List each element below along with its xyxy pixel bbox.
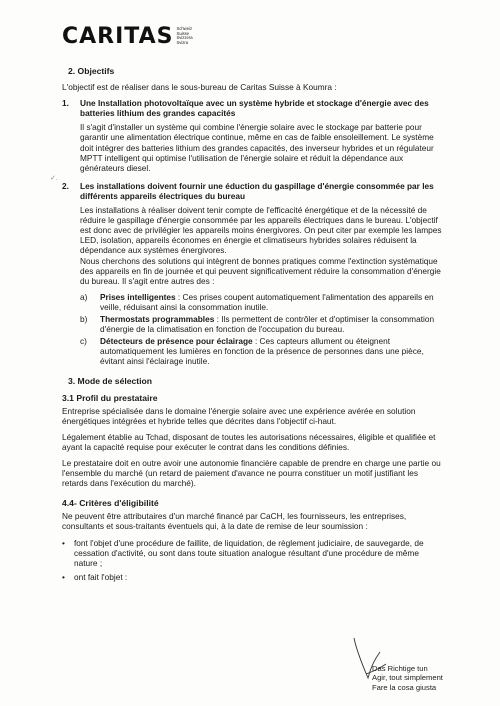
sub-item-desc: : Ces prises coupent automatiquement l'alimentation des appareils en veille, réduisant ainsi la consommation inutile. xyxy=(100,291,434,312)
list-item xyxy=(62,538,444,568)
sub-item-presence-detectors xyxy=(80,336,444,366)
logo-languages xyxy=(176,27,192,45)
objective-number: 1. xyxy=(62,98,69,109)
objective-2-body-2: Nous cherchons des solutions qui intègrent de bonnes pratiques comme l'extinction systématique des appareils en fin de journée et qui peuvent significativement réduire la consommation d'énergie du bureau. Il s'agit entre autres des : xyxy=(80,255,441,286)
slogan-line: Agir, tout simplement xyxy=(372,673,443,683)
subsection-heading-profil: 3.1 Profil du prestataire xyxy=(62,392,158,403)
sub-item-term: Thermostats programmables xyxy=(100,313,215,324)
sub-item-letter: b) xyxy=(80,313,88,324)
bullet-icon: • xyxy=(62,571,65,582)
slogan-line: Fare la cosa giusta xyxy=(372,682,437,692)
document-body xyxy=(62,66,444,586)
objective-1-body: Il s'agit d'installer un système qui combine l'énergie solaire avec le stockage par batterie pour garantir une alimentation électrique continue, même en cas de faible ensoleillement. Le système doit intégrer des batteries lithium des grandes capacités, des inverseur hybrides et un régulateur MPTT intelligent qui optimise l'utilisation de l'énergie solaire et réduit la dépendance aux générateurs diesel. xyxy=(80,122,434,173)
section-heading-objectifs: 2. Objectifs xyxy=(68,66,115,76)
logo-language: Svizra xyxy=(176,39,189,45)
sub-item-text xyxy=(100,292,444,312)
objective-number: 2. xyxy=(62,180,69,191)
sub-item-desc: : Ils permettent de contrôler et d'optimiser la consommation d'énergie de la climatisation en fonction de l'occupation du bureau. xyxy=(100,313,435,335)
logo-language: Svizzera xyxy=(176,35,193,41)
section-heading-mode-selection: 3. Mode de sélection xyxy=(68,376,153,387)
bullet-icon: • xyxy=(62,537,65,548)
list-item xyxy=(62,572,444,582)
objective-title: Une Installation photovoltaïque avec un système hybride et stockage d'énergie avec des batteries lithium des grandes capacités xyxy=(80,98,429,119)
sub-item-letter: a) xyxy=(80,291,88,302)
sub-item-term: Détecteurs de présence pour éclairage xyxy=(100,336,253,347)
list-item-text: ont fait l'objet : xyxy=(74,571,128,582)
logo-language: Schweiz xyxy=(176,26,193,31)
list-item-text: font l'objet d'une procédure de faillite, de liquidation, de règlement judiciaire, de sauvegarde, de cessation d'activité, ou sont dans toute situation analogue résultant d'une procédure de même nature ; xyxy=(74,537,424,568)
objective-title: Les installations doivent fournir une éduction du gaspillage d'énergie consommée par les différents appareils électriques du bureau xyxy=(80,180,434,201)
section-intro: L'objectif est de réaliser dans le sous-bureau de Caritas Suisse à Koumra : xyxy=(62,82,337,93)
slogan-line: Das Richtige tun xyxy=(372,664,428,673)
caritas-slogan xyxy=(372,664,443,692)
sub-item-thermostats xyxy=(80,314,444,334)
sub-item-desc: : Ces capteurs allument ou éteignent automatiquement les lumières en fonction de la présence de personnes dans une pièce, évitant ainsi l'éclairage inutile. xyxy=(100,336,424,367)
paragraph-legal: Légalement établie au Tchad, disposant de toutes les autorisations nécessaires, éligible et qualifiée et ayant la capacité requise pour exécuter le contrat dans les conditions définies. xyxy=(62,431,436,452)
paragraph-specialisation: Entreprise spécialisée dans le domaine l'énergie solaire avec une expérience avérée en solution énergétiques intégrées et hybride telles que décrites dans l'objectif ci-haut. xyxy=(62,405,416,426)
sub-item-text xyxy=(100,336,444,366)
paragraph-eligibilite-intro: Ne peuvent être attributaires d'un marché financé par CaCH, les fournisseurs, les entreprises, consultants et sous-traitants éventuels qui, à la date de remise de leur soumission : xyxy=(62,511,407,532)
subsection-heading-eligibilite: 4.4- Critères d'éligibilité xyxy=(62,498,159,509)
paragraph-autonomie: Le prestataire doit en outre avoir une autonomie financière capable de prendre en charge une partie ou l'ensemble du marché (un retard de paiement d'avance ne pourra constituer un motif justifiant les retards dans l'exécution du marché). xyxy=(62,458,441,489)
objective-1-title xyxy=(62,98,444,118)
sub-item-term: Prises intelligentes xyxy=(100,291,176,302)
margin-mark: ✓. xyxy=(50,175,58,182)
sub-item-smart-plugs xyxy=(80,292,444,312)
objective-2-title xyxy=(62,181,444,201)
objective-2-body-1: Les installations à réaliser doivent tenir compte de l'efficacité énergétique et de la nécessité de réduire le gaspillage d'énergie consommée par les appareils électriques dans le bureau. L'objectif est donc avec de privilégier les appareils moins énergivores. On peut citer par exemple les lampes LED, isolation, appareils économes en énergie et climatiseurs hybrides solaires réduisent la dépendance aux systèmes énergivores. xyxy=(80,205,442,256)
sub-item-text xyxy=(100,314,444,334)
logo-language: Suisse xyxy=(176,30,190,36)
caritas-logo xyxy=(62,26,193,48)
sub-item-letter: c) xyxy=(80,336,87,347)
logo-wordmark: CARITAS xyxy=(62,24,174,49)
